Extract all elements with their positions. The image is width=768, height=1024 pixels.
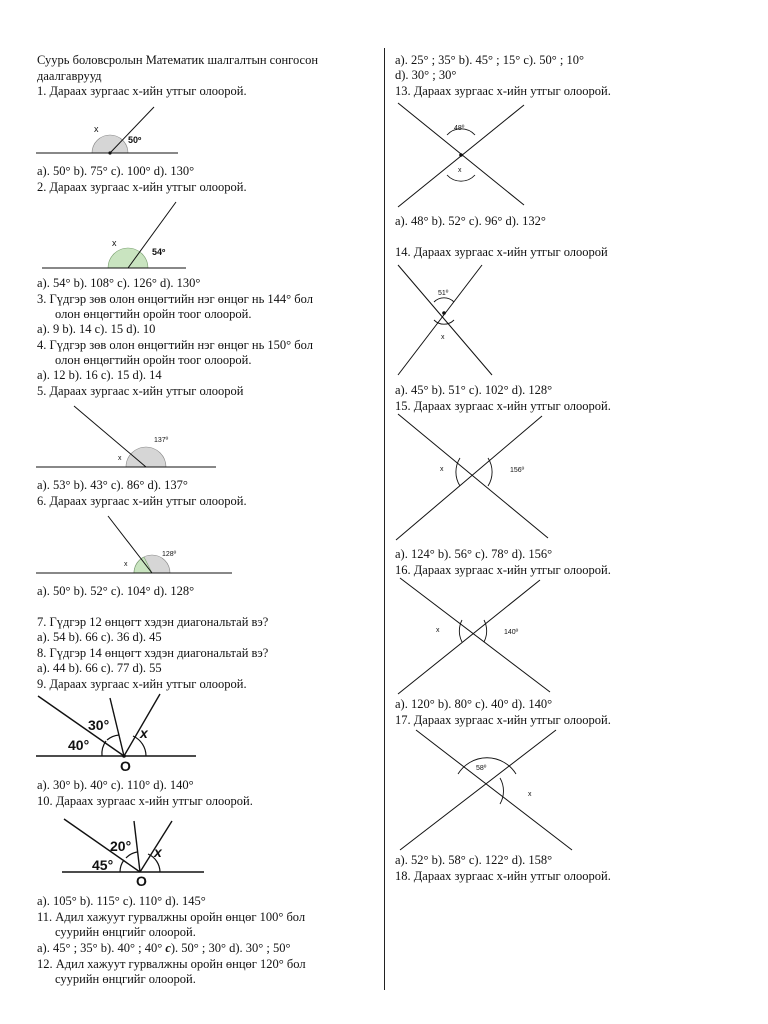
q5-options: a). 53° b). 43° c). 86° d). 137°: [37, 478, 188, 492]
q14-angle-label: 51º: [438, 290, 449, 297]
page-title: Суурь боловсролын Математик шалгалтын сонгосон: [37, 53, 319, 67]
question-15: 15. Дараах зургаас x-ийн утгыг олоорой.: [395, 399, 611, 413]
q13-x-label: x: [458, 167, 462, 174]
q14-options: a). 45° b). 51° c). 102° d). 128°: [395, 383, 553, 397]
q1-options: a). 50° b). 75° c). 100° d). 130°: [37, 164, 195, 178]
q6-ray: [108, 516, 152, 573]
q14-x-label: x: [441, 334, 445, 341]
q9-vertex-label: O: [120, 758, 131, 774]
question-11: 11. Адил хажуут гурвалжны оройн өнцөг 100° бол: [37, 910, 306, 924]
question-18: 18. Дараах зургаас x-ийн утгыг олоорой.: [395, 869, 611, 883]
question-3: 3. Гүдгэр зөв олон өнцөгтийн нэг өнцөг нь 144° бол: [37, 292, 313, 306]
q1-vertex: [108, 151, 111, 154]
q9-options: a). 30° b). 40° c). 110° d). 140°: [37, 778, 194, 792]
q17-arc-top: [458, 758, 516, 774]
q8-options: a). 44 b). 66 c). 77 d). 55: [37, 661, 162, 675]
q1-x-label: x: [94, 124, 99, 134]
question-16: 16. Дараах зургаас x-ийн утгыг олоорой.: [395, 563, 611, 577]
q13-vertex: [459, 153, 463, 157]
q6-x-label: x: [124, 561, 128, 568]
q3-options: a). 9 b). 14 c). 15 d). 10: [37, 322, 156, 336]
question-8: 8. Гүдгэр 14 өнцөгт хэдэн диагональтай вэ?: [37, 646, 269, 660]
question-13: 13. Дараах зургаас x-ийн утгыг олоорой.: [395, 84, 611, 98]
q14-figure: [396, 263, 496, 377]
q2-x-label: x: [112, 238, 117, 248]
question-12: 12. Адил хажуут гурвалжны оройн өнцөг 120° бол: [37, 957, 306, 971]
q5-x-label: x: [118, 455, 122, 462]
question-11-cont: суурийн өнцгийг олоорой.: [55, 925, 196, 939]
question-12-cont: суурийн өнцгийг олоорой.: [55, 972, 196, 986]
column-divider: [384, 48, 385, 990]
q17-x-label: x: [528, 791, 532, 798]
q15-options: a). 124° b). 56° c). 78° d). 156°: [395, 547, 553, 561]
q11-options-ab: a). 45° ; 35° b). 40° ; 40°: [37, 941, 166, 955]
q6-angle-label: 128º: [162, 551, 177, 558]
q1-ray: [110, 107, 154, 153]
q12-options-line1: a). 25° ; 35° b). 45° ; 15° c). 50° ; 10°: [395, 53, 584, 67]
q6-figure: [36, 514, 236, 578]
q15-arc-right: [488, 458, 492, 486]
q17-line-1: [416, 730, 572, 850]
q11-options-rest: ). 50° ; 30° d). 30° ; 50°: [170, 941, 291, 955]
q6-options: a). 50° b). 52° c). 104° d). 128°: [37, 584, 195, 598]
q10-arc-45: [120, 860, 124, 872]
q15-angle-label: 156º: [510, 467, 525, 474]
q13-arc-bottom: [447, 175, 475, 181]
question-6: 6. Дараах зургаас x-ийн утгыг олоорой.: [37, 494, 247, 508]
q10-ray-mid: [134, 821, 140, 872]
q5-angle-arc: [126, 447, 166, 467]
q9-x-label: x: [140, 725, 148, 741]
q11-options: [37, 941, 291, 957]
q2-angle-label: 54º: [152, 247, 166, 257]
q14-line-2: [398, 265, 482, 375]
q16-line-1: [398, 580, 540, 694]
q17-line-2: [400, 730, 556, 850]
q1-angle-label: 50º: [128, 135, 142, 145]
q16-figure: [396, 578, 556, 696]
q5-figure: [36, 402, 222, 472]
q15-x-label: x: [440, 466, 444, 473]
q13-options: a). 48° b). 52° c). 96° d). 132°: [395, 214, 546, 228]
question-7: 7. Гүдгэр 12 өнцөгт хэдэн диагональтай вэ?: [37, 615, 269, 629]
q10-vertex-label: O: [136, 873, 147, 889]
q10-angle-20: 20°: [110, 838, 132, 854]
q16-x-label: x: [436, 627, 440, 634]
question-1: 1. Дараах зургаас x-ийн утгыг олоорой.: [37, 84, 247, 98]
q16-angle-label: 140º: [504, 629, 519, 636]
q9-arc-30: [107, 735, 119, 740]
q2-options: a). 54° b). 108° c). 126° d). 130°: [37, 276, 201, 290]
question-2: 2. Дараах зургаас x-ийн утгыг олоорой.: [37, 180, 247, 194]
q7-options: a). 54 b). 66 c). 36 d). 45: [37, 630, 162, 644]
q17-options: a). 52° b). 58° c). 122° d). 158°: [395, 853, 553, 867]
q11-options-c-marker: c: [165, 941, 171, 955]
q9-angle-40: 40°: [68, 737, 90, 753]
q1-figure: [36, 103, 186, 157]
q15-figure: [396, 414, 556, 542]
q14-vertex: [442, 311, 446, 315]
q13-angle-label: 48º: [454, 125, 465, 132]
q15-line-1: [396, 416, 542, 540]
q14-line-1: [398, 265, 492, 375]
q17-angle-label: 58º: [476, 765, 487, 772]
q9-angle-30: 30°: [88, 717, 110, 733]
q2-angle-arc: [108, 248, 148, 268]
question-5: 5. Дараах зургаас x-ийн утгыг олоорой: [37, 384, 244, 398]
question-4-cont: олон өнцөгтийн оройн тоог олоорой.: [55, 353, 252, 367]
q2-figure: [36, 200, 186, 272]
q1-angle-arc: [92, 135, 128, 153]
question-10: 10. Дараах зургаас x-ийн утгыг олоорой.: [37, 794, 253, 808]
question-9: 9. Дараах зургаас x-ийн утгыг олоорой.: [37, 677, 247, 691]
q12-options-line2: d). 30° ; 30°: [395, 68, 457, 82]
question-17: 17. Дараах зургаас x-ийн утгыг олоорой.: [395, 713, 611, 727]
q16-options: a). 120° b). 80° c). 40° d). 140°: [395, 697, 553, 711]
q17-arc-right: [500, 778, 503, 804]
q5-angle-label: 137º: [154, 437, 169, 444]
question-3-cont: олон өнцөгтийн оройн тоог олоорой.: [55, 307, 252, 321]
question-14: 14. Дараах зургаас x-ийн утгыг олоорой: [395, 245, 608, 259]
question-4: 4. Гүдгэр зөв олон өнцөгтийн нэг өнцөг нь 150° бол: [37, 338, 313, 352]
q4-options: a). 12 b). 16 c). 15 d). 14: [37, 368, 162, 382]
q5-ray: [74, 406, 146, 467]
q10-figure: [62, 815, 210, 887]
q2-ray: [128, 202, 176, 268]
q10-options: a). 105° b). 115° c). 110° d). 145°: [37, 894, 206, 908]
q14-arc-top: [434, 298, 454, 302]
q10-angle-45: 45°: [92, 857, 114, 873]
q13-figure: [396, 101, 526, 209]
q17-figure: [396, 730, 576, 852]
q9-figure: [36, 694, 196, 772]
page-title-cont: даалгаврууд: [37, 69, 102, 83]
q10-x-label: x: [154, 844, 162, 860]
